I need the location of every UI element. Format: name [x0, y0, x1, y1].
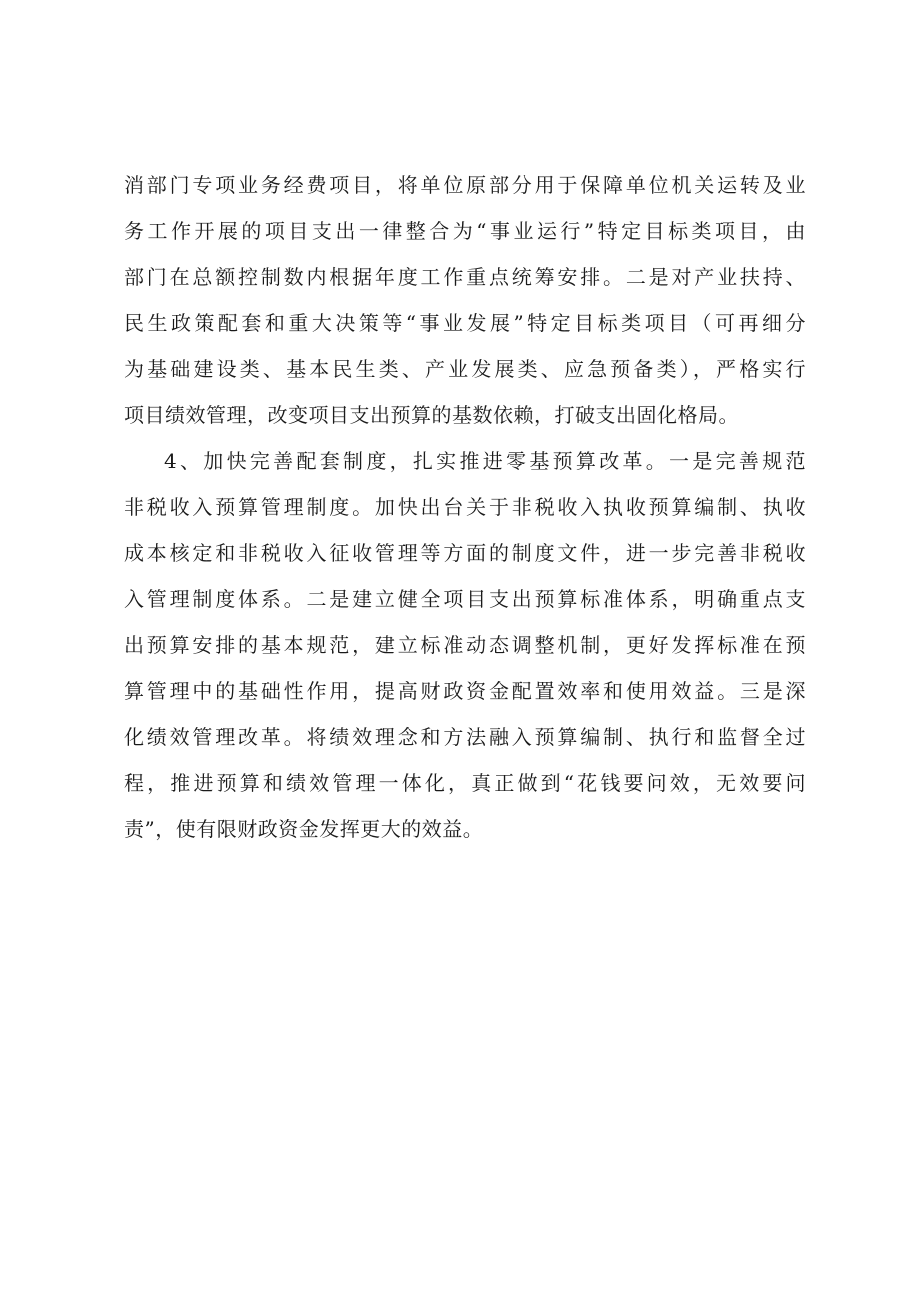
text-line: 消部门专项业务经费项目，将单位原部分用于保障单位机关运转及业	[124, 173, 806, 197]
text-line: 化绩效管理改革。将绩效理念和方法融入预算编制、执行和监督全过	[124, 725, 806, 749]
text-line: 非税收入预算管理制度。加快出台关于非税收入执收预算编制、执收	[124, 495, 806, 519]
text-line: 程，推进预算和绩效管理一体化，真正做到“花钱要问效，无效要问	[124, 771, 806, 795]
text-line: 成本核定和非税收入征收管理等方面的制度文件，进一步完善非税收	[124, 541, 806, 565]
text-line: 入管理制度体系。二是建立健全项目支出预算标准体系，明确重点支	[124, 587, 806, 611]
text-line: 民生政策配套和重大决策等“事业发展”特定目标类项目（可再细分	[124, 311, 806, 335]
section-heading-line: 4、加快完善配套制度，扎实推进零基预算改革。一是完善规范	[164, 449, 806, 473]
text-line: 责”，使有限财政资金发挥更大的效益。	[124, 817, 484, 841]
body-text	[124, 162, 806, 852]
text-line: 为基础建设类、基本民生类、产业发展类、应急预备类），严格实行	[124, 357, 806, 381]
text-line: 务工作开展的项目支出一律整合为“事业运行”特定目标类项目，由	[124, 219, 806, 243]
text-line: 算管理中的基础性作用，提高财政资金配置效率和使用效益。三是深	[124, 679, 806, 703]
text-line: 项目绩效管理，改变项目支出预算的基数依赖，打破支出固化格局。	[124, 403, 739, 427]
text-line: 部门在总额控制数内根据年度工作重点统筹安排。二是对产业扶持、	[124, 265, 806, 289]
text-line: 出预算安排的基本规范，建立标准动态调整机制，更好发挥标准在预	[124, 633, 806, 657]
